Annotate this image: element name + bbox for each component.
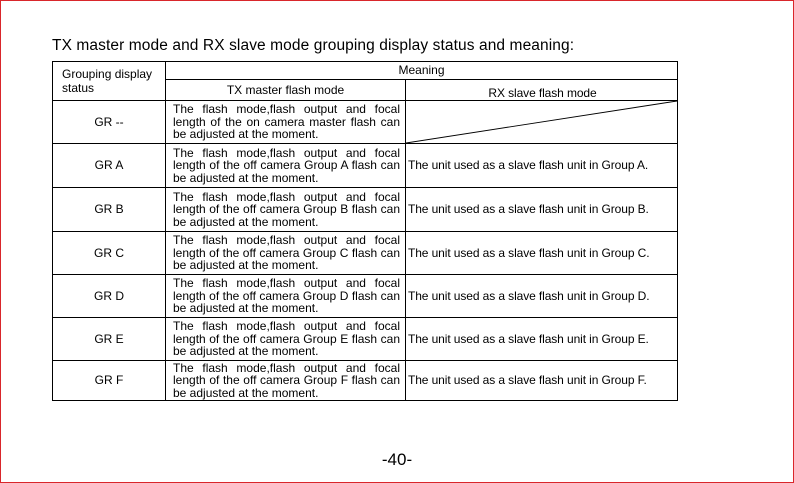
tx-meaning-cell: The flash mode,flash output and focal length of the off camera Group E flash can be adjusted at the moment. xyxy=(166,318,406,361)
rx-meaning-cell: The unit used as a slave flash unit in Group D. xyxy=(406,275,678,318)
table-row xyxy=(53,232,678,275)
status-label: GR A xyxy=(94,158,124,172)
table-row xyxy=(53,275,678,318)
status-label: GR E xyxy=(94,331,124,346)
status-label: GR C xyxy=(94,245,124,260)
table-row xyxy=(53,318,678,361)
table-row xyxy=(53,144,678,188)
header-rx-slave: RX slave flash mode xyxy=(406,80,678,101)
status-cell xyxy=(53,101,166,144)
tx-meaning-cell: The flash mode,flash output and focal length of the off camera Group B flash can be adjusted at the moment. xyxy=(166,188,406,232)
tx-meaning-cell: The flash mode,flash output and focal length of the off camera Group D flash can be adjusted at the moment. xyxy=(166,275,406,318)
status-cell xyxy=(53,188,166,232)
table-row xyxy=(53,361,678,401)
grouping-status-table xyxy=(52,61,678,401)
status-cell xyxy=(53,275,166,318)
status-label: GR B xyxy=(94,202,124,216)
status-label: GR D xyxy=(94,288,124,303)
header-tx-master: TX master flash mode xyxy=(166,80,406,101)
header-meaning: Meaning xyxy=(166,62,678,80)
tx-meaning-cell: The flash mode,flash output and focal length of the off camera Group C flash can be adjusted at the moment. xyxy=(166,232,406,275)
tx-meaning-cell: The flash mode,flash output and focal length of the off camera Group F flash can be adjusted at the moment. xyxy=(166,361,406,401)
page-title: TX master mode and RX slave mode grouping display status and meaning: xyxy=(52,37,575,54)
rx-meaning-cell: The unit used as a slave flash unit in Group F. xyxy=(406,361,678,401)
rx-meaning-cell: The unit used as a slave flash unit in Group E. xyxy=(406,318,678,361)
status-cell xyxy=(53,361,166,401)
status-cell xyxy=(53,232,166,275)
rx-meaning-cell: The unit used as a slave flash unit in Group B. xyxy=(406,188,678,232)
table-row xyxy=(53,101,678,144)
status-cell xyxy=(53,318,166,361)
header-grouping-status: Grouping display status xyxy=(53,62,166,101)
status-cell xyxy=(53,144,166,188)
rx-meaning-cell: The unit used as a slave flash unit in Group C. xyxy=(406,232,678,275)
table-row xyxy=(53,188,678,232)
tx-meaning-cell: The flash mode,flash output and focal length of the on camera master flash can be adjusted at the moment. xyxy=(166,101,406,144)
rx-meaning-cell: The unit used as a slave flash unit in Group A. xyxy=(406,144,678,188)
diagonal-slash xyxy=(406,101,677,143)
tx-meaning-cell: The flash mode,flash output and focal length of the off camera Group A flash can be adjusted at the moment. xyxy=(166,144,406,188)
status-label: GR -- xyxy=(94,114,124,129)
status-label: GR F xyxy=(94,373,124,387)
page-number: -40- xyxy=(381,450,413,469)
rx-meaning-cell-empty xyxy=(406,101,678,144)
